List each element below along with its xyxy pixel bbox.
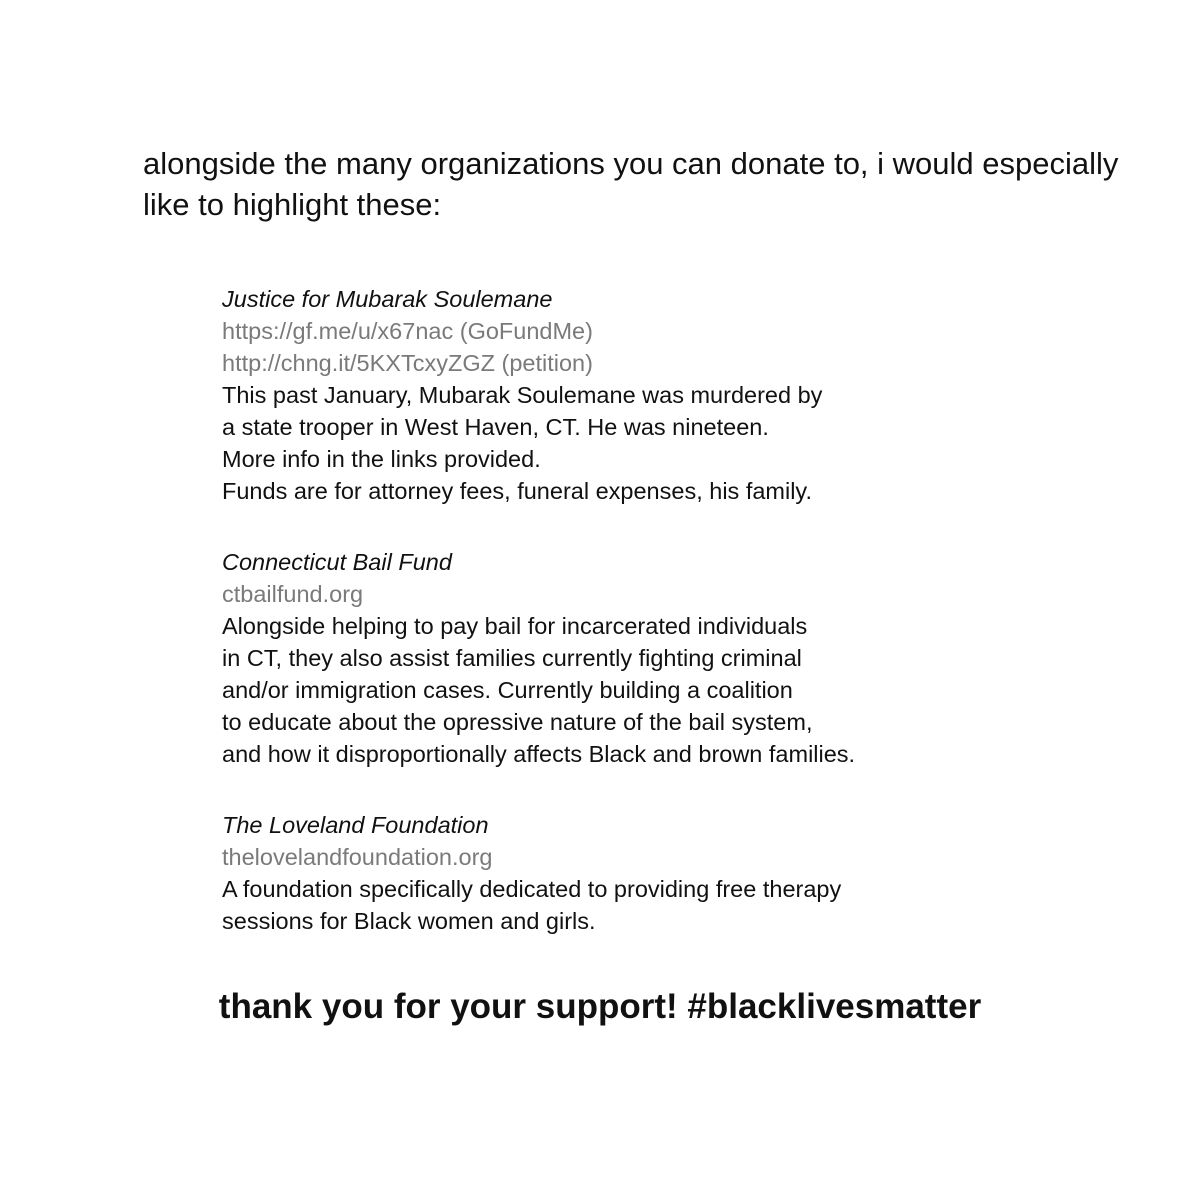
website-link[interactable]: ctbailfund.org bbox=[222, 581, 364, 607]
organization-description: This past January, Mubarak Soulemane was murdered by a state trooper in West Haven, CT. He was nineteen. More info in the links provided. Funds are for attorney fees, funeral expenses, his family. bbox=[222, 382, 823, 504]
organization-loveland-foundation bbox=[222, 809, 1122, 937]
gofundme-link[interactable]: https://gf.me/u/x67nac (GoFundMe) bbox=[222, 318, 593, 344]
closing-message: thank you for your support! #blacklivesmatter bbox=[218, 987, 982, 1026]
organization-description: Alongside helping to pay bail for incarcerated individuals in CT, they also assist families currently fighting criminal and/or immigration cases. Currently building a coalition to educate about the opressive nature of the bail system, and how it disproportionally affects Black and brown families. bbox=[222, 613, 856, 767]
website-link[interactable]: thelovelandfoundation.org bbox=[222, 844, 493, 870]
organization-ct-bail-fund bbox=[222, 546, 1122, 770]
organization-mubarak-soulemane bbox=[222, 283, 1122, 507]
intro-text: alongside the many organizations you can donate to, i would especially like to highlight these: bbox=[143, 146, 1119, 222]
organization-name: Connecticut Bail Fund bbox=[222, 549, 452, 575]
organization-description: A foundation specifically dedicated to providing free therapy sessions for Black women and girls. bbox=[222, 876, 842, 934]
organization-name: The Loveland Foundation bbox=[222, 812, 489, 838]
petition-link[interactable]: http://chng.it/5KXTcxyZGZ (petition) bbox=[222, 350, 593, 376]
organization-name: Justice for Mubarak Soulemane bbox=[222, 286, 553, 312]
